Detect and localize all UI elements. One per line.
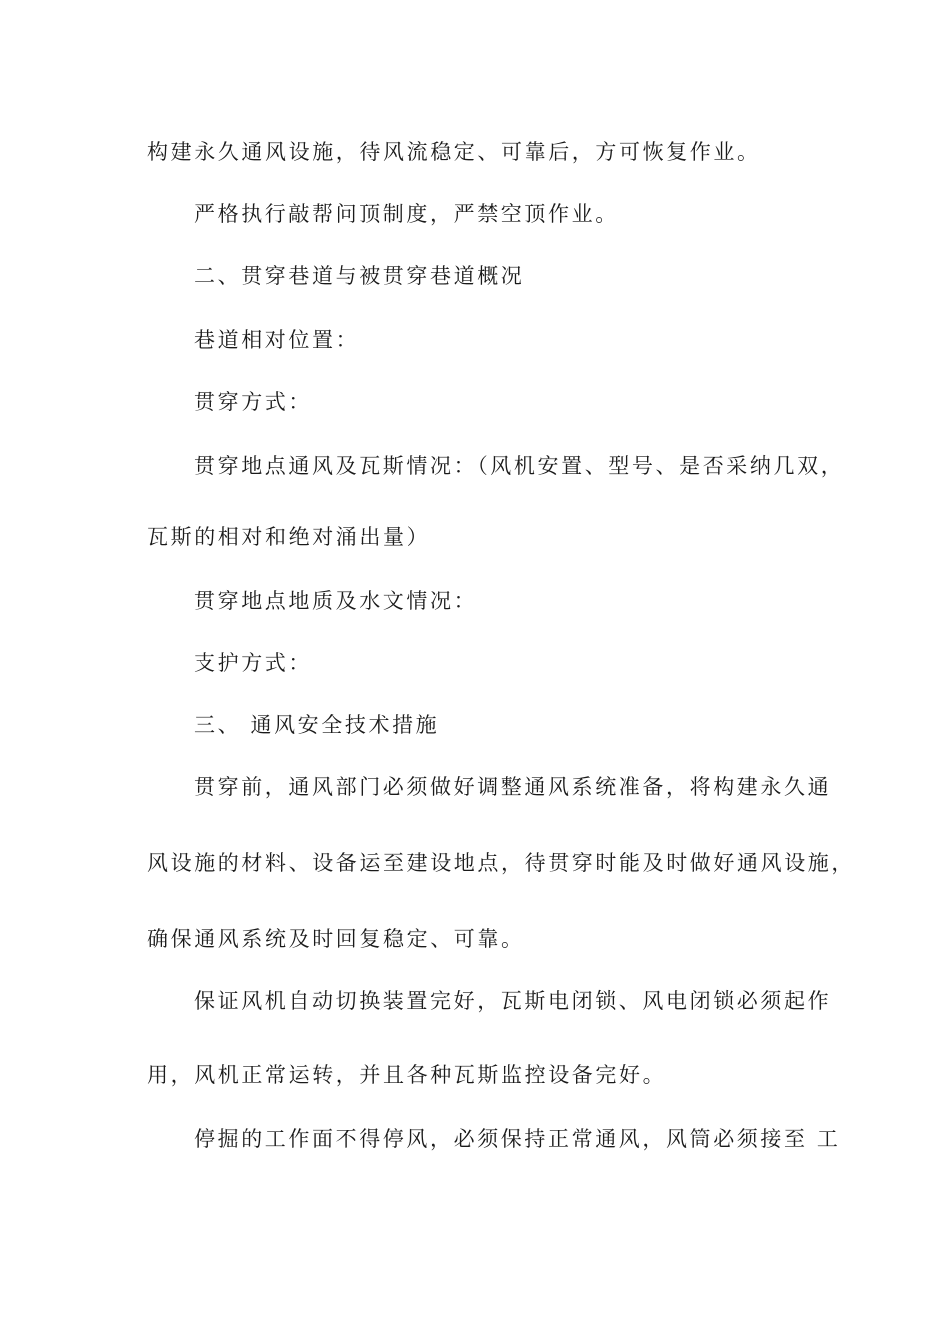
text-line-14: 保证风机自动切换装置完好，瓦斯电闭锁、风电闭锁必须起作: [194, 989, 832, 1013]
text-line-7: 瓦斯的相对和绝对涌出量）: [147, 525, 431, 549]
text-line-2: 严格执行敲帮问顶制度，严禁空顶作业。: [194, 202, 619, 226]
text-line-13: 确保通风系统及时回复稳定、可靠。: [147, 927, 525, 951]
text-line-9: 支护方式：: [194, 651, 312, 675]
text-line-4: 巷道相对位置：: [194, 328, 360, 352]
text-line-16: 停掘的工作面不得停风，必须保持正常通风，风筒必须接至 工: [194, 1127, 841, 1151]
text-line-15: 用，风机正常运转，并且各种瓦斯监控设备完好。: [147, 1063, 667, 1087]
section-heading-2: 二、贯穿巷道与被贯穿巷道概况: [194, 264, 525, 288]
text-line-11: 贯穿前，通风部门必须做好调整通风系统准备，将构建永久通: [194, 775, 832, 799]
text-line-1: 构建永久通风设施，待风流稳定、可靠后，方可恢复作业。: [147, 140, 761, 164]
text-line-5: 贯穿方式：: [194, 390, 312, 414]
text-line-8: 贯穿地点地质及水文情况：: [194, 589, 478, 613]
section-heading-3: 三、 通风安全技术措施: [194, 713, 440, 737]
text-line-12: 风设施的材料、设备运至建设地点，待贯穿时能及时做好通风设施，: [147, 851, 855, 875]
text-line-6: 贯穿地点通风及瓦斯情况：（风机安置、型号、是否采纳几双，: [194, 454, 845, 478]
